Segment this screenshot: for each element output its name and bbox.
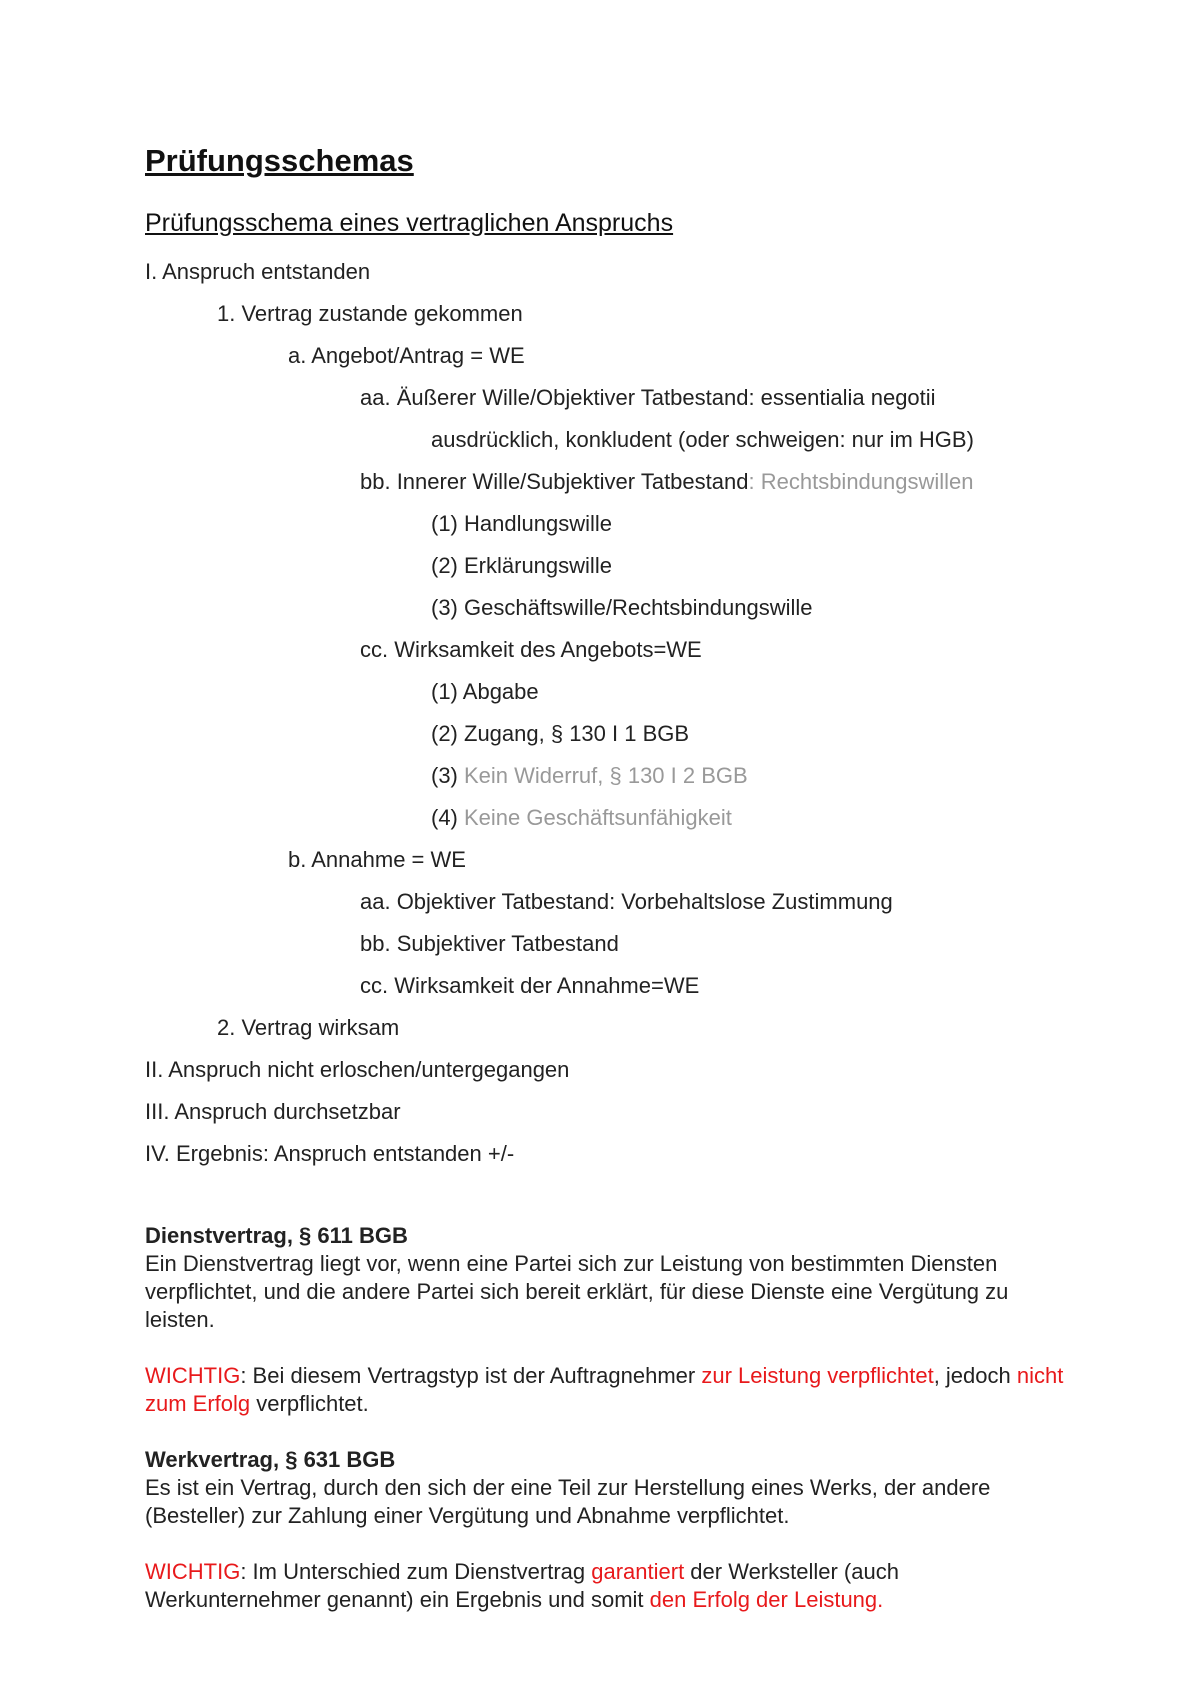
outline-line: bb. Subjektiver Tatbestand (360, 931, 619, 956)
outline-line: (2) Zugang, § 130 I 1 BGB (431, 721, 690, 746)
werkvertrag-note (145, 1558, 1075, 1614)
red-highlight: garantiert (591, 1559, 685, 1584)
outline-line: IV. Ergebnis: Anspruch entstanden +/- (145, 1141, 515, 1166)
outline-line: (2) Erklärungswille (431, 553, 612, 578)
outline-line: 2. Vertrag wirksam (217, 1015, 400, 1040)
outline-line: ausdrücklich, konkludent (oder schweigen: nur im HGB) (431, 427, 974, 452)
outline-line (431, 805, 732, 831)
dienstvertrag-text: Ein Dienstvertrag liegt vor, wenn eine Partei sich zur Leistung von bestimmten Diensten verpflichtet, und die andere Partei sich bereit erklärt, für diese Dienste eine Vergütung zu leisten. (145, 1251, 1009, 1332)
outline-line: 1. Vertrag zustande gekommen (217, 301, 523, 326)
werkvertrag-heading: Werkvertrag, § 631 BGB (145, 1447, 396, 1472)
outline-line: cc. Wirksamkeit des Angebots=WE (360, 637, 702, 662)
outline-text: (4) (431, 805, 464, 830)
outline-line: a. Angebot/Antrag = WE (288, 343, 525, 368)
red-highlight: den Erfolg der Leistung. (649, 1587, 884, 1612)
note-text: der Werksteller (auch Werkunternehmer genannt) ein Ergebnis und somit (145, 1559, 899, 1612)
note-text: : Im Unterschied zum Dienstvertrag (240, 1559, 592, 1584)
outline-line (360, 469, 974, 495)
werkvertrag-text: Es ist ein Vertrag, durch den sich der eine Teil zur Herstellung eines Werks, der andere (Besteller) zur Zahlung einer Vergütung und Abnahme verpflichtet. (145, 1475, 991, 1528)
red-highlight: zur Leistung verpflichtet (701, 1363, 934, 1388)
gray-note: Keine Geschäftsunfähigkeit (464, 805, 732, 830)
gray-note: Kein Widerruf, § 130 I 2 BGB (464, 763, 748, 788)
section-title: Prüfungsschema eines vertraglichen Anspruchs (145, 209, 674, 237)
outline-line: b. Annahme = WE (288, 847, 466, 872)
outline-line: III. Anspruch durchsetzbar (145, 1099, 401, 1124)
wichtig-label: WICHTIG (145, 1559, 241, 1584)
page-title: Prüfungsschemas (145, 143, 414, 178)
outline-line: (1) Abgabe (431, 679, 539, 704)
outline-line: II. Anspruch nicht erloschen/untergegangen (145, 1057, 570, 1082)
outline-line: aa. Äußerer Wille/Objektiver Tatbestand: essentialia negotii (360, 385, 936, 410)
outline-line (431, 763, 748, 789)
wichtig-label: WICHTIG (145, 1363, 241, 1388)
dienstvertrag-heading: Dienstvertrag, § 611 BGB (145, 1223, 408, 1248)
outline-text: bb. Innerer Wille/Subjektiver Tatbestand (360, 469, 749, 494)
note-text: : Bei diesem Vertragstyp ist der Auftragnehmer (240, 1363, 702, 1388)
note-text: , jedoch (933, 1363, 1017, 1388)
outline-line: aa. Objektiver Tatbestand: Vorbehaltslose Zustimmung (360, 889, 893, 914)
dienstvertrag-note (145, 1362, 1075, 1418)
outline-line: cc. Wirksamkeit der Annahme=WE (360, 973, 700, 998)
note-text: verpflichtet. (250, 1391, 369, 1416)
gray-note: Rechtsbindungswillen (760, 469, 974, 494)
outline-line: (3) Geschäftswille/Rechtsbindungswille (431, 595, 813, 620)
outline-line: (1) Handlungswille (431, 511, 612, 536)
outline-line: I. Anspruch entstanden (145, 259, 371, 284)
red-highlight: nicht zum Erfolg (145, 1363, 1064, 1416)
outline-text: (3) (431, 763, 464, 788)
outline-text: : (748, 469, 761, 494)
